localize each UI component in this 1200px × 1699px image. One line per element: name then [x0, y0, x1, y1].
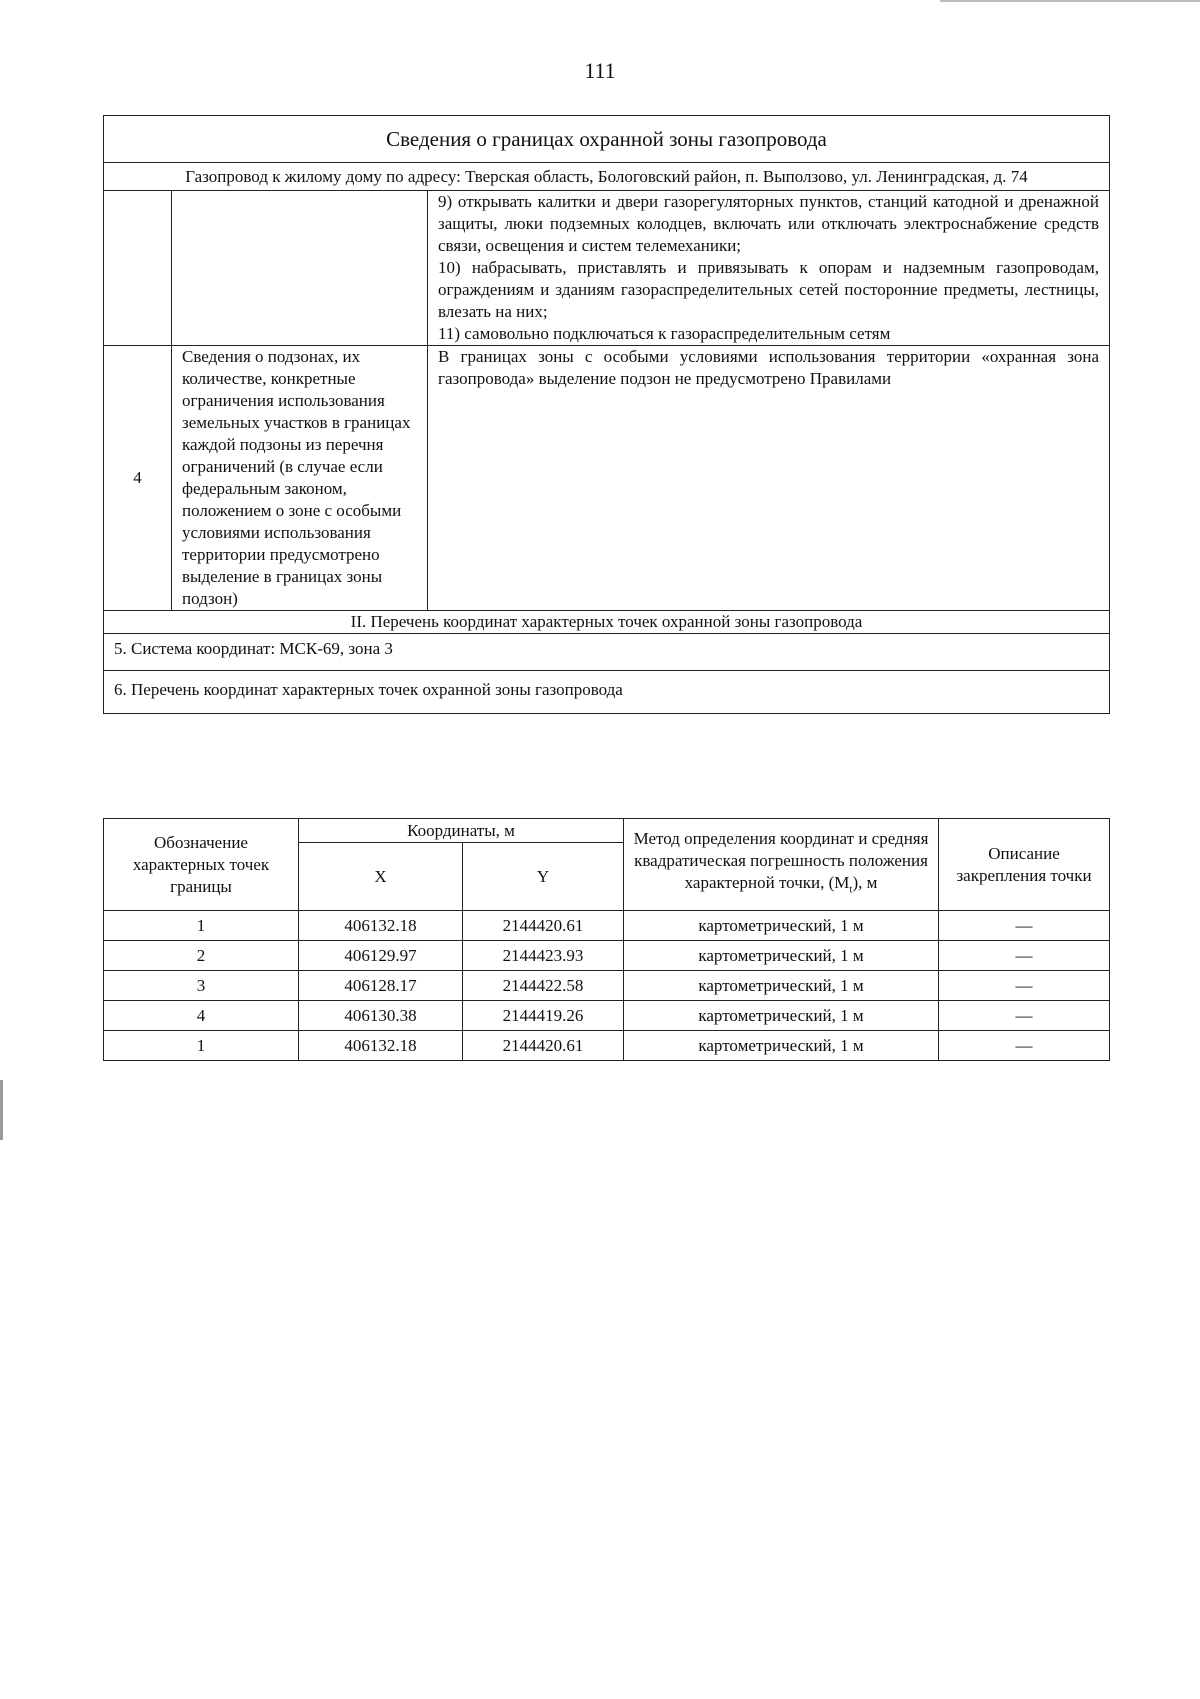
- point-cell: 1: [104, 911, 299, 941]
- description-cell: —: [939, 911, 1110, 941]
- table-row: [104, 1031, 1110, 1061]
- x-cell: 406132.18: [299, 1031, 463, 1061]
- y-cell: 2144420.61: [463, 1031, 624, 1061]
- y-cell: 2144423.93: [463, 941, 624, 971]
- subzones-row: [104, 346, 1110, 611]
- coord-header-row: [104, 819, 1110, 843]
- row-number: 4: [104, 346, 172, 611]
- table-title-row: [104, 116, 1110, 163]
- section-2-title: II. Перечень координат характерных точек охранной зоны газопровода: [104, 611, 1110, 634]
- empty-label-cell: [172, 191, 428, 346]
- restrictions-cell: [428, 191, 1110, 346]
- restriction-item: 11) самовольно подключаться к газораспределительным сетям: [438, 324, 891, 343]
- scan-corner-mark: [940, 0, 1200, 2]
- method-cell: картометрический, 1 м: [624, 1001, 939, 1031]
- point-cell: 3: [104, 971, 299, 1001]
- y-cell: 2144419.26: [463, 1001, 624, 1031]
- description-cell: —: [939, 1031, 1110, 1061]
- x-cell: 406130.38: [299, 1001, 463, 1031]
- point-cell: 4: [104, 1001, 299, 1031]
- y-cell: 2144422.58: [463, 971, 624, 1001]
- col-method-header: Метод определения координат и средняя квадратическая погрешность положения характерной точки, $(M_t)$, м: [624, 819, 939, 911]
- subzones-label: Сведения о подзонах, их количестве, конкретные ограничения использования земельных участков в границах каждой подзоны из перечня ограничений (в случае если федеральным законом, положением о зоне с особыми условиями использования территории предусмотрено выделение в границах зоны подзон): [172, 346, 428, 611]
- empty-number-cell: [104, 191, 172, 346]
- table-row: [104, 941, 1110, 971]
- table-row: [104, 1001, 1110, 1031]
- coord-system: 5. Система координат: МСК-69, зона 3: [104, 634, 1110, 671]
- section-2-row: [104, 611, 1110, 634]
- y-cell: 2144420.61: [463, 911, 624, 941]
- coord-list-title: 6. Перечень координат характерных точек охранной зоны газопровода: [104, 671, 1110, 714]
- col-point-header: Обозначение характерных точек границы: [104, 819, 299, 911]
- description-cell: —: [939, 971, 1110, 1001]
- x-cell: 406128.17: [299, 971, 463, 1001]
- description-cell: —: [939, 941, 1110, 971]
- method-cell: картометрический, 1 м: [624, 911, 939, 941]
- col-y-header: Y: [463, 843, 624, 911]
- scan-edge-mark: [0, 1080, 3, 1140]
- zone-info-table: [103, 115, 1110, 714]
- coordinates-table: [103, 818, 1110, 1061]
- restriction-item: 10) набрасывать, приставлять и привязывать к опорам и надземным газопроводам, ограждениям и зданиям газораспределительных сетей посторонние предметы, лестницы, влезать на них;: [438, 258, 1099, 321]
- point-cell: 1: [104, 1031, 299, 1061]
- restriction-item: 9) открывать калитки и двери газорегуляторных пунктов, станций катодной и дренажной защиты, люки подземных колодцев, включать или отключать электроснабжение средств связи, освещения и систем телемеханики;: [438, 192, 1099, 255]
- restrictions-continued-row: [104, 191, 1110, 346]
- description-cell: —: [939, 1001, 1110, 1031]
- table-title: Сведения о границах охранной зоны газопровода: [104, 116, 1110, 163]
- coord-list-title-row: [104, 671, 1110, 714]
- col-coords-header: Координаты, м: [299, 819, 624, 843]
- table-subtitle: Газопровод к жилому дому по адресу: Тверская область, Бологовский район, п. Выползово, ул. Ленинградская, д. 74: [104, 163, 1110, 191]
- table-subtitle-row: [104, 163, 1110, 191]
- col-description-header: Описание закрепления точки: [939, 819, 1110, 911]
- coord-system-row: [104, 634, 1110, 671]
- point-cell: 2: [104, 941, 299, 971]
- table-row: [104, 911, 1110, 941]
- col-x-header: X: [299, 843, 463, 911]
- method-cell: картометрический, 1 м: [624, 941, 939, 971]
- table-row: [104, 971, 1110, 1001]
- method-cell: картометрический, 1 м: [624, 971, 939, 1001]
- method-cell: картометрический, 1 м: [624, 1031, 939, 1061]
- page-number: 111: [584, 58, 616, 83]
- x-cell: 406132.18: [299, 911, 463, 941]
- x-cell: 406129.97: [299, 941, 463, 971]
- subzones-value: В границах зоны с особыми условиями использования территории «охранная зона газопровода» выделение подзон не предусмотрено Правилами: [428, 346, 1110, 611]
